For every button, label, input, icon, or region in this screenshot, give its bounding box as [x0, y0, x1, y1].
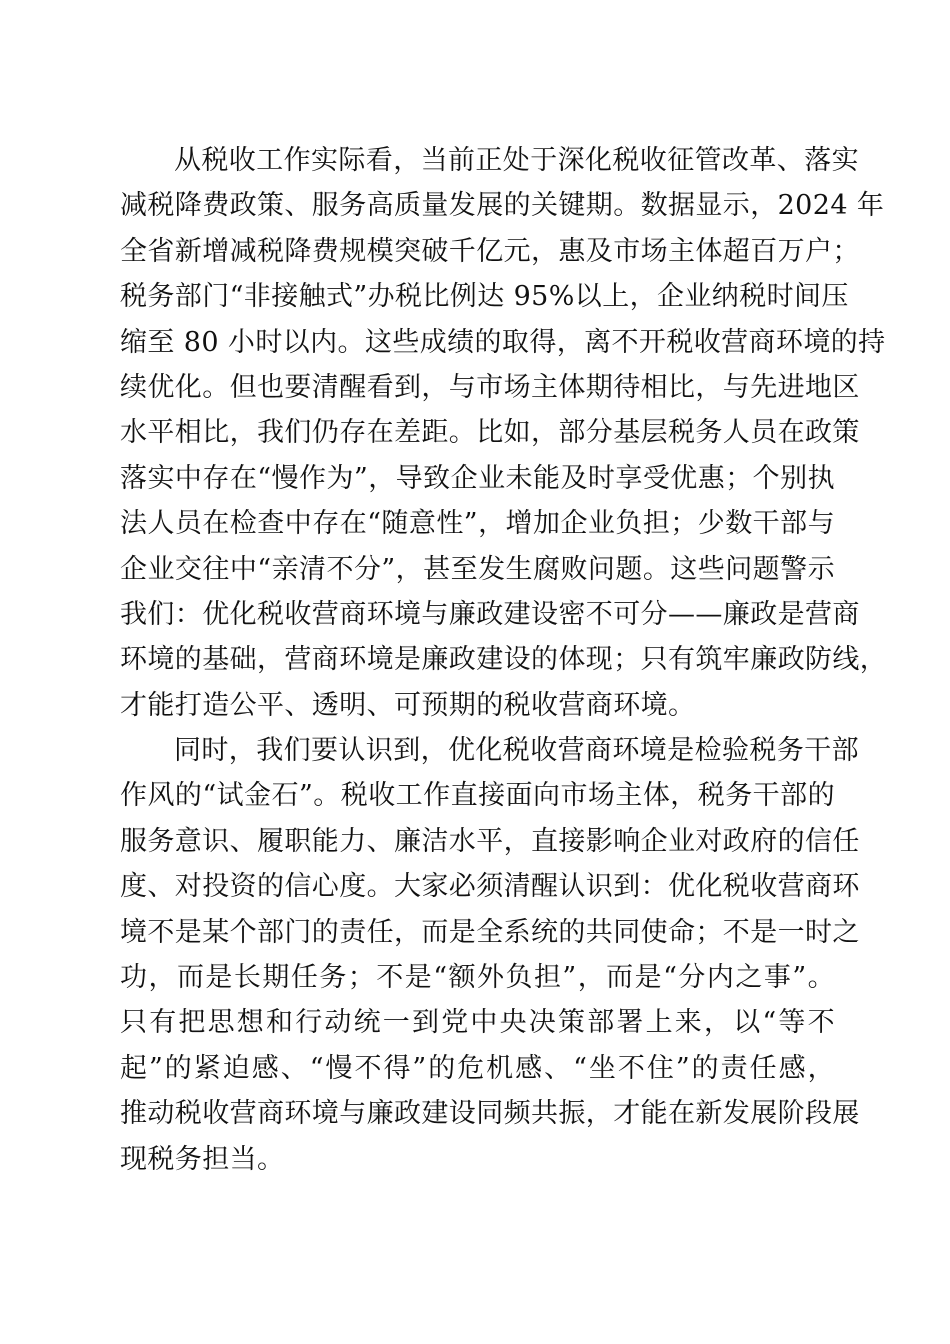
text-line: 现税务担当。 [120, 1143, 285, 1175]
text-line: 功，而是长期任务；不是“额外负担”，而是“分内之事”。 [120, 962, 835, 994]
text-line: 推动税收营商环境与廉政建设同频共振，才能在新发展阶段展 [120, 1098, 860, 1130]
text-line: 度、对投资的信心度。大家必须清醒认识到：优化税收营商环 [120, 871, 860, 903]
text-line: 全省新增减税降费规模突破千亿元，惠及市场主体超百万户； [120, 235, 860, 267]
text-line: 落实中存在“慢作为”，导致企业未能及时享受优惠；个别执 [120, 462, 835, 494]
text-line: 减税降费政策、服务高质量发展的关键期。数据显示，2024 年 [120, 190, 885, 222]
text-line: 法人员在检查中存在“随意性”，增加企业负担；少数干部与 [120, 508, 835, 540]
text-line: 企业交往中“亲清不分”，甚至发生腐败问题。这些问题警示 [120, 553, 835, 585]
text-line: 作风的“试金石”。税收工作直接面向市场主体，税务干部的 [120, 780, 835, 812]
text-line: 环境的基础，营商环境是廉政建设的体现；只有筑牢廉政防线， [120, 644, 888, 676]
text-line: 我们：优化税收营商环境与廉政建设密不可分——廉政是营商 [120, 598, 860, 630]
text-line: 从税收工作实际看，当前正处于深化税收征管改革、落实 [174, 145, 859, 176]
text-line: 起”的紧迫感、“慢不得”的危机感、“坐不住”的责任感， [120, 1052, 835, 1084]
text-line: 续优化。但也要清醒看到，与市场主体期待相比，与先进地区 [120, 371, 860, 403]
text-line: 境不是某个部门的责任，而是全系统的共同使命；不是一时之 [120, 916, 860, 948]
paragraph [120, 138, 888, 728]
paragraph [120, 728, 860, 1182]
text-line: 同时，我们要认识到，优化税收营商环境是检验税务干部 [174, 735, 859, 767]
text-line: 水平相比，我们仍存在差距。比如，部分基层税务人员在政策 [120, 417, 860, 449]
text-line: 税务部门“非接触式”办税比例达 95%以上，企业纳税时间压 [120, 281, 849, 313]
text-line: 只有把思想和行动统一到党中央决策部署上来，以“等不 [120, 1007, 835, 1039]
text-line: 服务意识、履职能力、廉洁水平，直接影响企业对政府的信任 [120, 825, 860, 857]
text-line: 才能打造公平、透明、可预期的税收营商环境。 [120, 689, 696, 721]
text-line: 缩至 80 小时以内。这些成绩的取得，离不开税收营商环境的持 [120, 326, 886, 358]
document-body [120, 138, 888, 1182]
